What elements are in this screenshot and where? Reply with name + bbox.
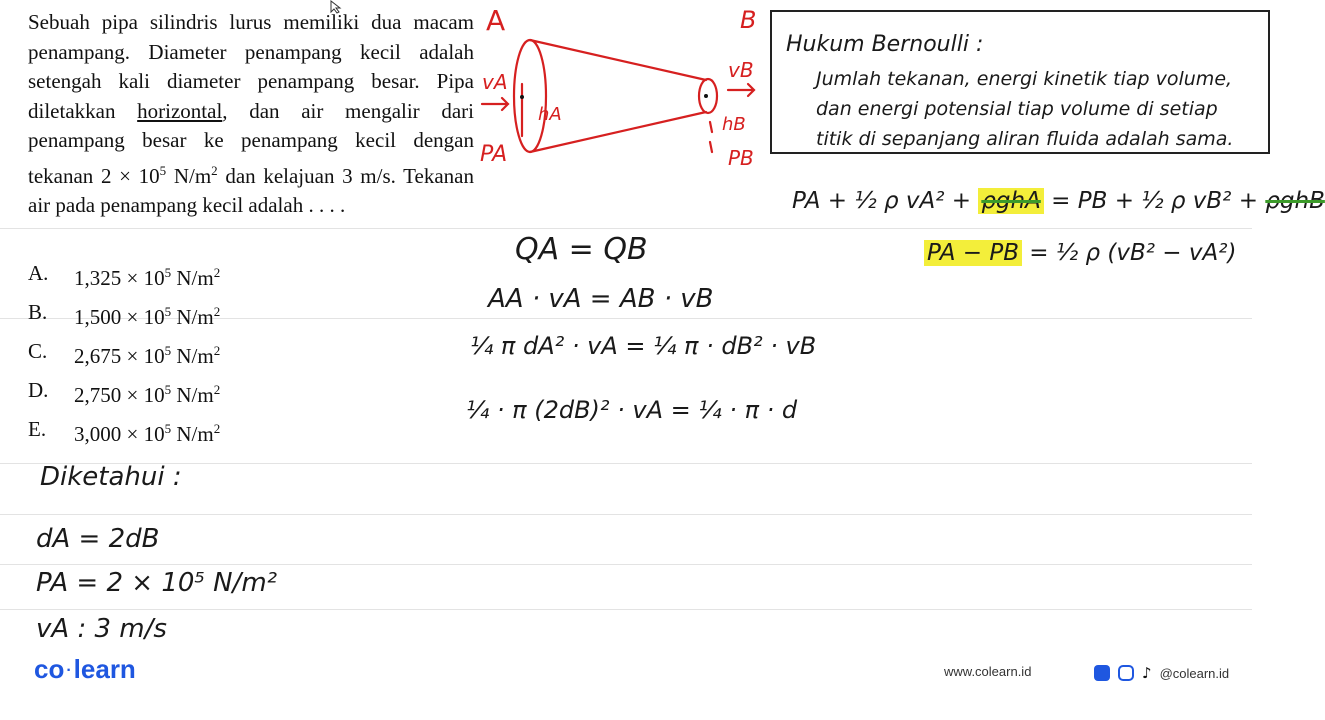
flow-arrow-b	[728, 84, 754, 96]
known-heading: Diketahui :	[40, 462, 182, 492]
answer-option	[28, 334, 220, 373]
label-hb: hB	[722, 114, 746, 135]
answer-option	[28, 295, 220, 334]
option-value: $1,325 \times 10^5$ $N/m^2$	[74, 265, 221, 290]
social-handle: @colearn.id	[1159, 665, 1230, 681]
label-b: B	[740, 6, 757, 34]
option-letter: A.	[28, 261, 49, 285]
option-value: $2,750 \times 10^5$ $N/m^2$	[74, 382, 221, 407]
website-link[interactable]: www.colearn.id	[944, 664, 1032, 679]
facebook-icon[interactable]	[1094, 665, 1110, 681]
underlined-word: horizontal	[137, 98, 223, 123]
option-value: $1,500 \times 10^5$ $N/m^2$	[74, 304, 221, 329]
ruled-line	[0, 514, 1252, 515]
continuity-equation: QA = QB	[515, 232, 648, 267]
label-vb: vB	[728, 58, 754, 82]
option-letter: D.	[28, 378, 49, 402]
answer-options	[28, 256, 220, 451]
colearn-logo: co ·learn	[34, 654, 136, 684]
answer-option	[28, 412, 220, 451]
pipe-diagram	[478, 4, 768, 180]
bernoulli-equation: PA + ½ ρ vA² + ρghA = PB + ½ ρ vB² + ρghB	[792, 188, 1325, 214]
work-step-3: ¼ · π (2dB)² · vA = ¼ · π · d	[466, 396, 798, 424]
work-step-2: ¼ π dA² · vA = ¼ π · dB² · vB	[470, 332, 817, 360]
ruled-line	[0, 609, 1252, 610]
bernoulli-law-box	[770, 10, 1270, 154]
problem-text: Sebuah pipa silindris lurus memiliki dua macam penampang. Diameter penampang kecil adalah setengah kali diameter penampang besar. Pipa diletakkan horizontal, dan air mengalir dari penampang besar ke penampang kecil dengan tekanan $2 \times 10^5$ $N/m^2$ dan kelajuan 3 m/s. Tekanan air pada penampang kecil adalah . . . .	[28, 10, 475, 217]
known-line-diameter: dA = 2dB	[36, 524, 160, 554]
ruled-line	[0, 228, 1252, 229]
box-text: Jumlah tekanan, energi kinetik tiap volume, dan energi potensial tiap volume di setiap titik di sepanjang aliran fluida adalah sama.	[816, 68, 1234, 150]
pressure-difference: PA − PB = ½ ρ (vB² − vA²)	[924, 240, 1236, 266]
instagram-icon[interactable]	[1118, 665, 1134, 681]
label-va: vA	[482, 70, 508, 94]
option-value: $3,000 \times 10^5$ $N/m^2$	[74, 421, 221, 446]
label-ha: hA	[538, 104, 562, 125]
work-step-1: AA · vA = AB · vB	[488, 284, 714, 314]
answer-option	[28, 373, 220, 412]
option-letter: E.	[28, 417, 47, 441]
pipe-large-end	[514, 40, 546, 152]
tiktok-icon[interactable]: ♪	[1142, 664, 1152, 682]
social-links	[1094, 664, 1229, 682]
answer-option	[28, 256, 220, 295]
option-letter: B.	[28, 300, 48, 324]
known-line-pressure: PA = 2 × 10⁵ N/m²	[36, 568, 278, 598]
label-a: A	[486, 4, 506, 37]
option-letter: C.	[28, 339, 48, 363]
ruled-line	[0, 564, 1252, 565]
pipe-top-edge	[530, 40, 706, 80]
ruled-line	[0, 463, 1252, 464]
label-pa: PA	[480, 142, 508, 167]
known-line-velocity: vA : 3 m/s	[36, 614, 167, 644]
label-pb: PB	[728, 146, 754, 170]
flow-arrow-a	[482, 98, 508, 110]
option-value: $2,675 \times 10^5$ $N/m^2$	[74, 343, 221, 368]
box-title: Hukum Bernoulli :	[786, 32, 984, 57]
